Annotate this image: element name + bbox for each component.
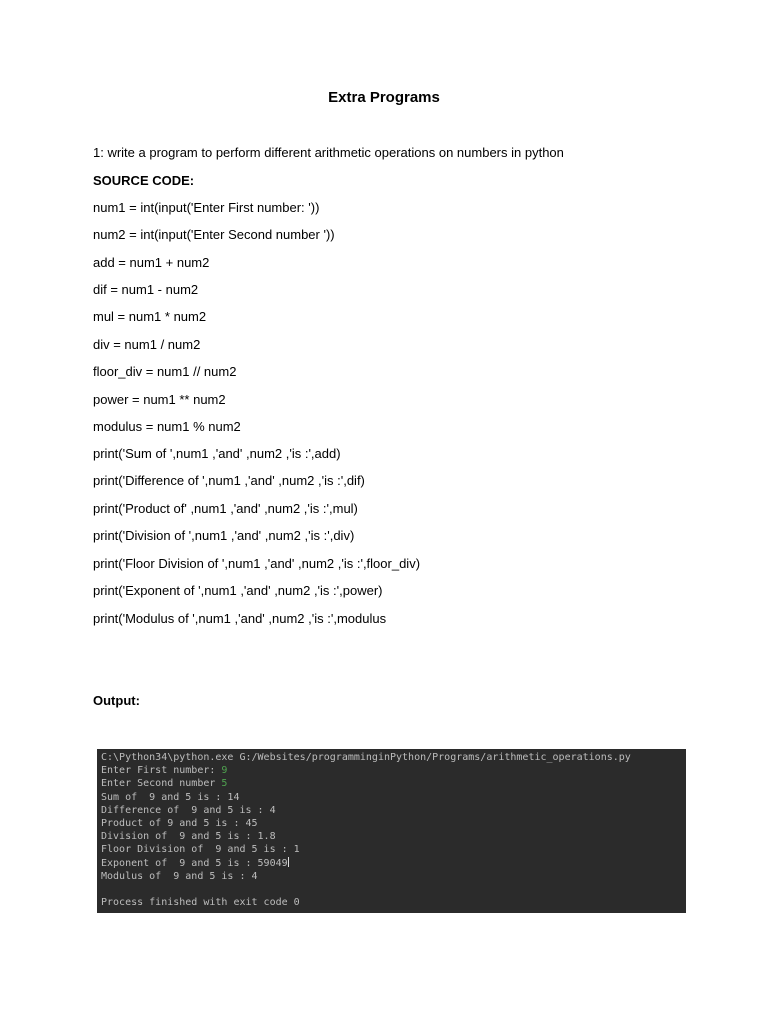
code-line: power = num1 ** num2	[93, 392, 226, 407]
prompt-text: Enter First number:	[101, 765, 222, 777]
code-line: num2 = int(input('Enter Second number '))	[93, 227, 335, 242]
code-line: num1 = int(input('Enter First number: '))	[93, 200, 320, 215]
terminal-result: Floor Division of 9 and 5 is : 1	[101, 844, 300, 856]
question-text: 1: write a program to perform different arithmetic operations on numbers in python	[93, 145, 564, 160]
terminal-exit-message: Process finished with exit code 0	[101, 897, 300, 909]
code-line: print('Difference of ',num1 ,'and' ,num2 ,'is :',dif)	[93, 473, 365, 488]
user-input: 9	[221, 765, 228, 777]
terminal-result: Product of 9 and 5 is : 45	[101, 817, 258, 829]
terminal-output	[97, 749, 686, 913]
output-label: Output:	[93, 693, 140, 708]
prompt-text: Enter Second number	[101, 778, 222, 790]
code-line: print('Exponent of ',num1 ,'and' ,num2 ,'is :',power)	[93, 583, 383, 598]
terminal-prompt-second	[101, 777, 682, 790]
code-line: floor_div = num1 // num2	[93, 364, 237, 379]
code-line: print('Modulus of ',num1 ,'and' ,num2 ,'is :',modulus	[93, 611, 387, 626]
terminal-result	[101, 857, 682, 870]
result-text: Exponent of 9 and 5 is : 59049	[101, 857, 288, 869]
terminal-result: Modulus of 9 and 5 is : 4	[101, 870, 258, 882]
terminal-result: Division of 9 and 5 is : 1.8	[101, 831, 276, 843]
code-line: dif = num1 - num2	[93, 282, 199, 297]
terminal-result: Sum of 9 and 5 is : 14	[101, 791, 240, 803]
text-cursor	[288, 857, 289, 867]
page-title: Extra Programs	[328, 89, 440, 106]
terminal-result: Difference of 9 and 5 is : 4	[101, 804, 276, 816]
code-line: add = num1 + num2	[93, 255, 210, 270]
code-line: modulus = num1 % num2	[93, 419, 241, 434]
code-line: print('Product of' ,num1 ,'and' ,num2 ,'is :',mul)	[93, 501, 358, 516]
code-line: print('Sum of ',num1 ,'and' ,num2 ,'is :',add)	[93, 446, 341, 461]
terminal-command: C:\Python34\python.exe G:/Websites/programminginPython/Programs/arithmetic_operations.py	[101, 752, 631, 763]
user-input: 5	[221, 778, 228, 790]
code-line: div = num1 / num2	[93, 337, 201, 352]
code-line: mul = num1 * num2	[93, 309, 207, 324]
terminal-prompt-first	[101, 764, 682, 777]
source-code-label: SOURCE CODE:	[93, 173, 195, 188]
code-line: print('Division of ',num1 ,'and' ,num2 ,'is :',div)	[93, 528, 355, 543]
terminal-blank-line	[101, 883, 682, 896]
code-line: print('Floor Division of ',num1 ,'and' ,num2 ,'is :',floor_div)	[93, 556, 421, 571]
